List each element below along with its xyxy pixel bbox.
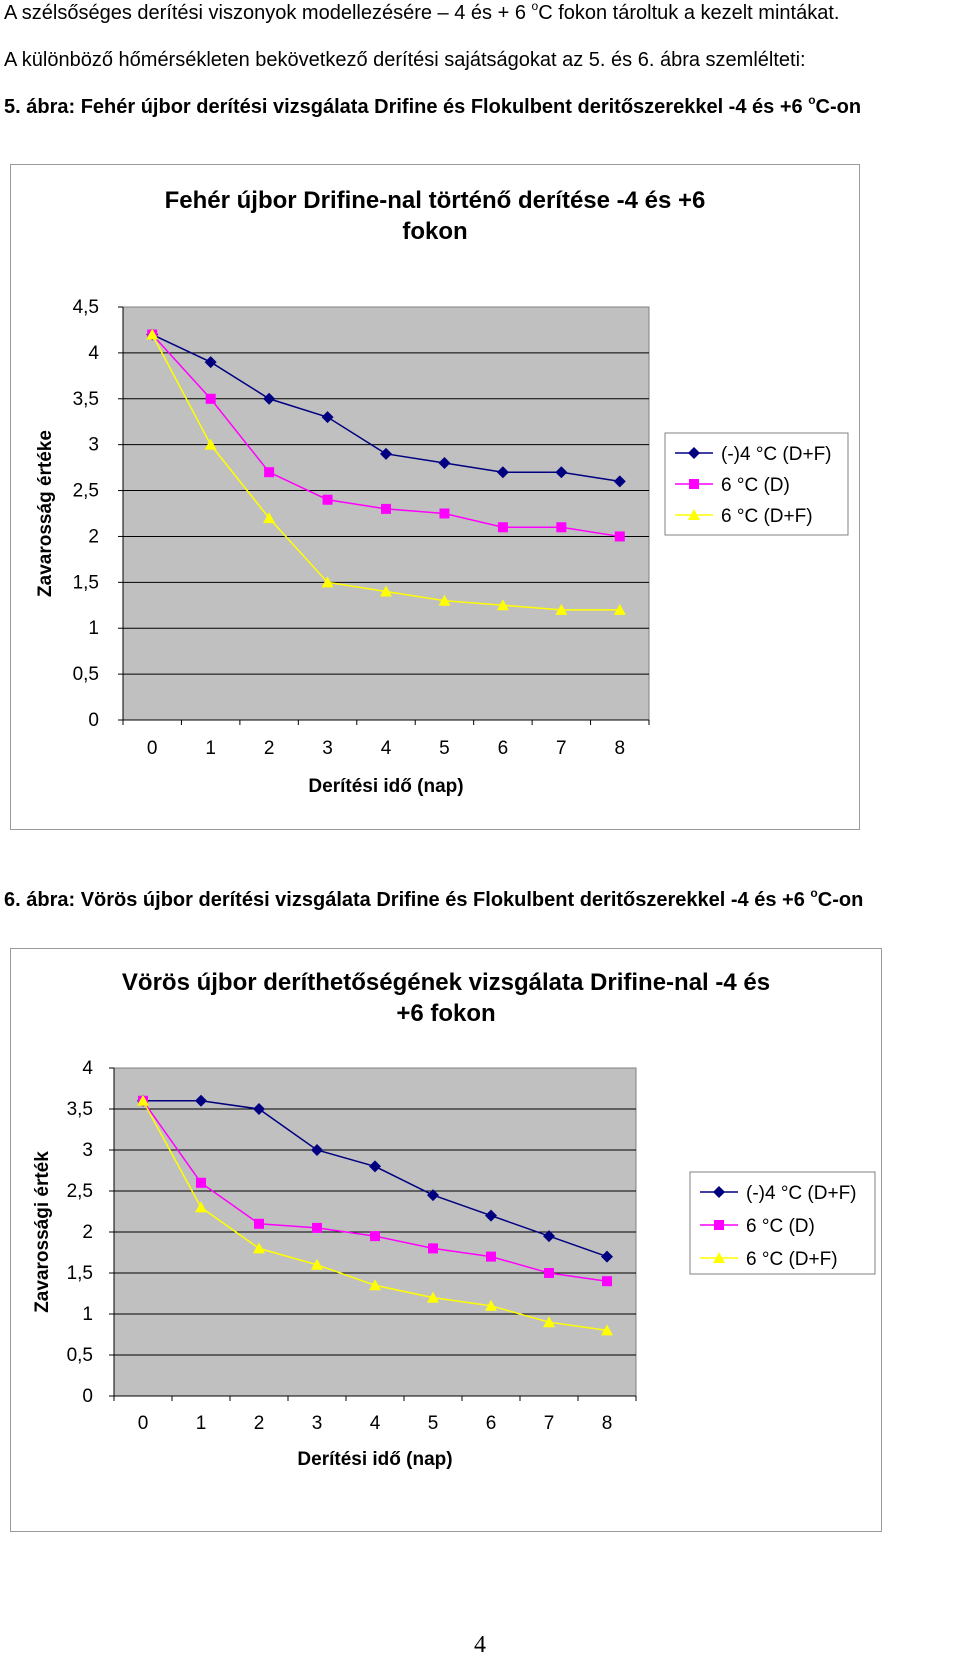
figure-5-caption xyxy=(4,93,862,119)
x-tick-label: 4 xyxy=(369,1413,381,1434)
x-tick-label: 8 xyxy=(601,1413,613,1434)
legend-label: 6 °C (D) xyxy=(721,475,790,496)
data-point xyxy=(312,1223,322,1233)
figure-6-caption xyxy=(4,886,864,912)
y-tick-label: 0 xyxy=(88,710,99,731)
data-point xyxy=(264,467,274,477)
data-point xyxy=(602,1276,612,1286)
x-tick-label: 5 xyxy=(427,1413,439,1434)
y-axis-label: Zavarossági érték xyxy=(32,1151,53,1313)
x-tick-label: 3 xyxy=(322,738,333,759)
x-tick-label: 6 xyxy=(485,1413,497,1434)
data-point xyxy=(196,1178,206,1188)
x-tick-label: 7 xyxy=(543,1413,555,1434)
x-tick-label: 0 xyxy=(146,738,158,759)
y-tick-label: 3,5 xyxy=(72,388,99,410)
x-tick-label: 3 xyxy=(311,1413,323,1434)
data-point xyxy=(556,522,566,532)
degree-sup: o xyxy=(810,886,818,900)
y-tick-label: 1 xyxy=(82,1304,93,1325)
y-tick-label: 4,5 xyxy=(72,297,99,318)
legend-marker xyxy=(689,479,699,489)
legend-label: 6 °C (D+F) xyxy=(746,1249,838,1270)
chart-red-wine xyxy=(10,948,882,1532)
y-tick-label: 2,5 xyxy=(66,1181,93,1202)
data-point xyxy=(439,509,449,519)
x-tick-label: 5 xyxy=(439,738,450,759)
intro-line-1 xyxy=(4,2,839,25)
y-axis-label: Zavarosság értéke xyxy=(35,430,56,597)
x-tick-label: 0 xyxy=(137,1413,149,1434)
y-tick-label: 0 xyxy=(82,1386,93,1407)
chart-title-line-1: Vörös újbor deríthetőségének vizsgálata Drifine-nal -4 és xyxy=(121,969,771,996)
chart-plot xyxy=(11,949,881,1531)
x-tick-label: 1 xyxy=(205,738,216,759)
figure-5-caption-end: C-on xyxy=(815,96,862,118)
figure-5-caption-text: 5. ábra: Fehér újbor derítési vizsgálata Drifine és Flokulbent deritőszerekkel -4 és +6 xyxy=(4,96,809,118)
intro-line-2: A különböző hőmérsékleten bekövetkező derítési sajátságokat az 5. és 6. ábra szemlélteti: xyxy=(4,49,806,71)
data-point xyxy=(254,1219,264,1229)
x-tick-label: 8 xyxy=(614,738,626,759)
y-tick-label: 4 xyxy=(82,1058,93,1079)
x-tick-label: 6 xyxy=(497,738,509,759)
intro-line-1-end: C fokon tároltuk a kezelt mintákat. xyxy=(538,2,840,24)
chart-white-wine xyxy=(10,164,860,830)
chart-title-line-2: fokon xyxy=(402,218,468,245)
y-tick-label: 0,5 xyxy=(66,1345,93,1366)
y-tick-label: 1,5 xyxy=(66,1263,93,1284)
x-axis-label: Derítési idő (nap) xyxy=(297,1449,453,1470)
x-tick-label: 7 xyxy=(556,738,567,759)
degree-sup: o xyxy=(531,0,539,13)
chart-title-line-2: +6 fokon xyxy=(396,1000,496,1027)
y-tick-label: 2 xyxy=(88,526,99,548)
figure-6-caption-text: 6. ábra: Vörös újbor derítési vizsgálata Drifine és Flokulbent deritőszerekkel -4 és +6 xyxy=(4,889,811,911)
data-point xyxy=(615,531,625,541)
chart-title-line-1: Fehér újbor Drifine-nal történő derítése -4 és +6 xyxy=(164,187,706,214)
y-tick-label: 1 xyxy=(88,618,99,640)
legend-label: 6 °C (D) xyxy=(746,1216,815,1237)
y-tick-label: 3 xyxy=(82,1140,93,1161)
degree-sup: o xyxy=(808,93,816,107)
data-point xyxy=(370,1231,380,1241)
y-tick-label: 2,5 xyxy=(72,480,99,502)
x-axis-label: Derítési idő (nap) xyxy=(308,776,464,797)
legend-label: (-)4 °C (D+F) xyxy=(746,1183,857,1204)
data-point xyxy=(486,1252,496,1262)
y-tick-label: 4 xyxy=(88,342,99,364)
legend-label: 6 °C (D+F) xyxy=(721,506,813,527)
data-point xyxy=(206,394,216,404)
intro-line-1-text: A szélsőséges derítési viszonyok modellezésére – 4 és + 6 xyxy=(4,2,532,24)
y-tick-label: 0,5 xyxy=(72,664,99,686)
data-point xyxy=(498,522,508,532)
y-tick-label: 3 xyxy=(88,434,99,456)
x-tick-label: 2 xyxy=(263,738,275,759)
chart-plot xyxy=(11,165,859,829)
figure-6-caption-end: C-on xyxy=(817,889,864,911)
legend-label: (-)4 °C (D+F) xyxy=(721,444,832,465)
data-point xyxy=(544,1268,554,1278)
page-number: 4 xyxy=(474,1632,486,1658)
data-point xyxy=(428,1243,438,1253)
data-point xyxy=(323,495,333,505)
legend-marker xyxy=(714,1220,724,1230)
y-tick-label: 1,5 xyxy=(72,572,99,594)
x-tick-label: 2 xyxy=(253,1413,265,1434)
data-point xyxy=(381,504,391,514)
x-tick-label: 1 xyxy=(195,1413,207,1434)
x-tick-label: 4 xyxy=(380,738,392,759)
y-tick-label: 2 xyxy=(82,1222,93,1243)
y-tick-label: 3,5 xyxy=(66,1099,93,1120)
